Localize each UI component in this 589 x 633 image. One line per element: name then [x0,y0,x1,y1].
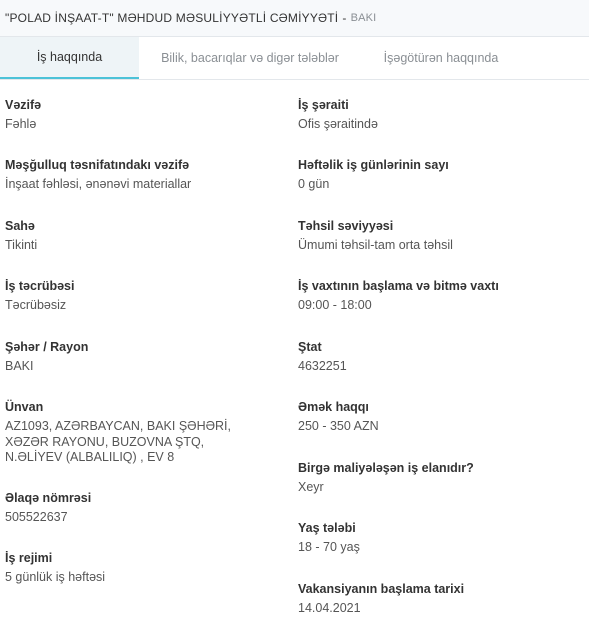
field-salary [298,400,583,434]
field-value: Xeyr [298,480,324,494]
field-value: 18 - 70 yaş [298,540,360,554]
field-value: Ümumi təhsil-tam orta təhsil [298,238,453,252]
company-city: BAKI [350,12,377,24]
field-label: Vəzifə [5,98,42,112]
field-work-hours [298,279,583,313]
field-work-mode [5,551,285,585]
field-position [5,98,285,132]
field-value: 5 günlük iş həftəsi [5,570,106,584]
field-label: Məşğulluq təsnifatındakı vəzifə [5,158,190,172]
field-city-district [5,340,285,374]
field-classification-position [5,158,285,192]
field-value: Tikinti [5,238,38,252]
field-label: Yaş tələbi [298,521,356,535]
field-value: Təcrübəsiz [5,298,67,312]
field-education-level [298,219,583,253]
tab-about-employer[interactable] [361,37,521,79]
field-label: Vakansiyanın başlama tarixi [298,582,465,596]
field-label: İş şəraiti [298,98,349,112]
field-vacancy-start-date [298,582,583,616]
field-value: 505522637 [5,510,68,524]
address-lines [5,419,285,466]
field-contact-number [5,491,285,525]
tab-skills-requirements-label: Bilik, bacarıqlar və digər tələblər [161,51,339,65]
tab-about-job[interactable] [0,37,139,79]
field-address [5,400,285,466]
field-cofinanced [298,461,583,495]
field-label: Təhsil səviyyəsi [298,219,394,233]
field-age-requirement [298,521,583,555]
field-sector [5,219,285,253]
field-experience [5,279,285,313]
tab-about-job-label: İş haqqında [36,50,103,64]
field-label: İş rejimi [5,551,53,565]
company-header [0,0,589,37]
tab-bar [0,37,589,80]
address-line: XƏZƏR RAYONU, BUZOVNA ŞTQ, [5,434,205,449]
field-value: Ofis şəraitində [298,117,378,131]
field-value: 09:00 - 18:00 [298,298,372,312]
field-value: 250 - 350 AZN [298,419,379,433]
field-label: Ştat [298,340,322,354]
field-label: Birgə maliyələşən iş elanıdır? [298,461,474,475]
field-label: Əmək haqqı [298,400,369,414]
tab-skills-requirements[interactable] [139,37,361,79]
field-staff-code [298,340,583,374]
job-info-content [0,80,589,633]
field-value: 0 gün [298,177,330,191]
field-value: 4632251 [298,359,347,373]
field-label: İş vaxtının başlama və bitmə vaxtı [298,279,499,293]
company-name: "POLAD İNŞAAT-T" MƏHDUD MƏSULİYYƏTLİ CƏMİYYƏTİ [5,11,339,25]
field-label: Əlaqə nömrəsi [5,491,92,505]
tab-about-employer-label: İşəgötürən haqqında [383,51,499,65]
field-label: İş təcrübəsi [5,279,75,293]
field-value: İnşaat fəhləsi, ənənəvi materiallar [5,177,192,191]
field-label: Sahə [5,219,35,233]
field-label: Ünvan [5,400,44,414]
field-value: Fəhlə [5,117,37,131]
field-weekly-workdays [298,158,583,192]
address-line: AZ1093, AZƏRBAYCAN, BAKI ŞƏHƏRİ, [5,419,231,433]
field-value: BAKI [5,359,34,373]
field-label: Şəhər / Rayon [5,340,89,354]
field-work-conditions [298,98,583,132]
field-value: 14.04.2021 [298,601,361,615]
header-separator: - [342,11,347,25]
address-line: N.ƏLİYEV (ALBALILIQ) , EV 8 [5,450,175,464]
field-label: Həftəlik iş günlərinin sayı [298,158,449,172]
